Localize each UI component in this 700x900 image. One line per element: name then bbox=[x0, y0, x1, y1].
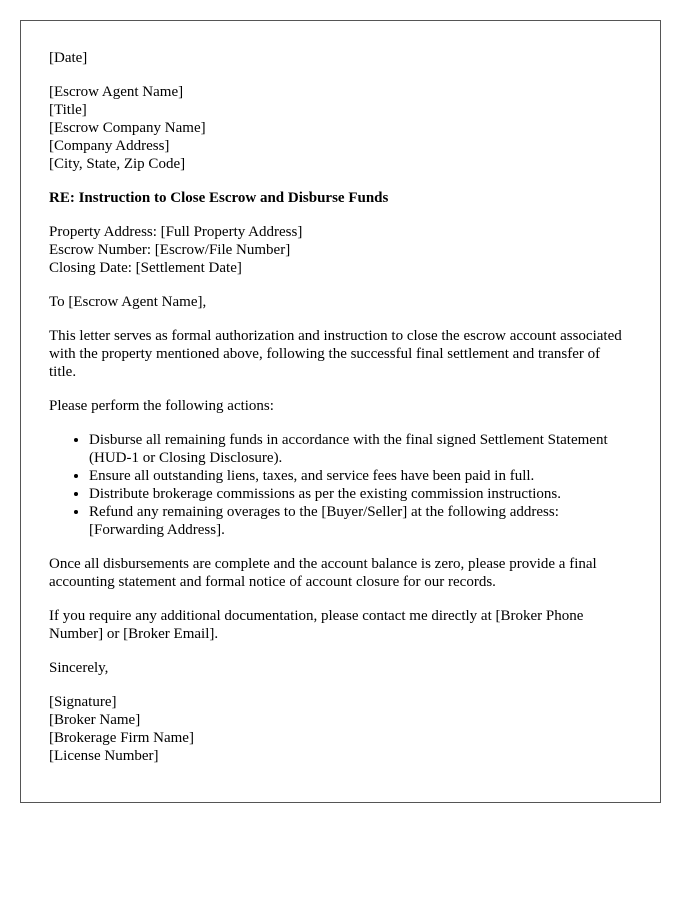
actions-list bbox=[49, 431, 630, 539]
recipient-address: [Company Address] bbox=[49, 138, 170, 154]
escrow-number: Escrow Number: [Escrow/File Number] bbox=[49, 242, 291, 258]
intro-paragraph: This letter serves as formal authorization and instruction to close the escrow account associated with the property mentioned above, following the successful final settlement and transfer of title. bbox=[49, 328, 622, 380]
signature: [Signature] bbox=[49, 694, 117, 710]
license-number: [License Number] bbox=[49, 748, 159, 764]
action-item: • Ensure all outstanding liens, taxes, and service fees have been paid in full. bbox=[89, 467, 630, 485]
actions-intro: Please perform the following actions: bbox=[49, 398, 274, 414]
action-item: • Refund any remaining overages to the [Buyer/Seller] at the following address: [Forwarding Address]. bbox=[89, 503, 630, 539]
recipient-block bbox=[49, 83, 630, 173]
date: [Date] bbox=[49, 50, 88, 66]
brokerage-firm: [Brokerage Firm Name] bbox=[49, 730, 194, 746]
closing-request-paragraph: Once all disbursements are complete and the account balance is zero, please provide a final accounting statement and formal notice of account closure for our records. bbox=[49, 556, 597, 590]
recipient-company: [Escrow Company Name] bbox=[49, 120, 206, 136]
contact-paragraph: If you require any additional documentation, please contact me directly at [Broker Phone Number] or [Broker Email]. bbox=[49, 608, 584, 642]
subject-line: RE: Instruction to Close Escrow and Disburse Funds bbox=[49, 190, 389, 206]
action-item: • Disburse all remaining funds in accordance with the final signed Settlement Statement (HUD-1 or Closing Disclosure). bbox=[89, 431, 630, 467]
property-address: Property Address: [Full Property Address] bbox=[49, 224, 303, 240]
salutation: To [Escrow Agent Name], bbox=[49, 294, 207, 310]
closing-date: Closing Date: [Settlement Date] bbox=[49, 260, 242, 276]
recipient-city: [City, State, Zip Code] bbox=[49, 156, 186, 172]
signoff: Sincerely, bbox=[49, 660, 109, 676]
recipient-name: [Escrow Agent Name] bbox=[49, 84, 184, 100]
details-block bbox=[49, 223, 630, 277]
broker-name: [Broker Name] bbox=[49, 712, 141, 728]
recipient-title: [Title] bbox=[49, 102, 87, 118]
action-item: • Distribute brokerage commissions as per the existing commission instructions. bbox=[89, 485, 630, 503]
letter bbox=[20, 20, 661, 803]
signature-block bbox=[49, 693, 630, 765]
